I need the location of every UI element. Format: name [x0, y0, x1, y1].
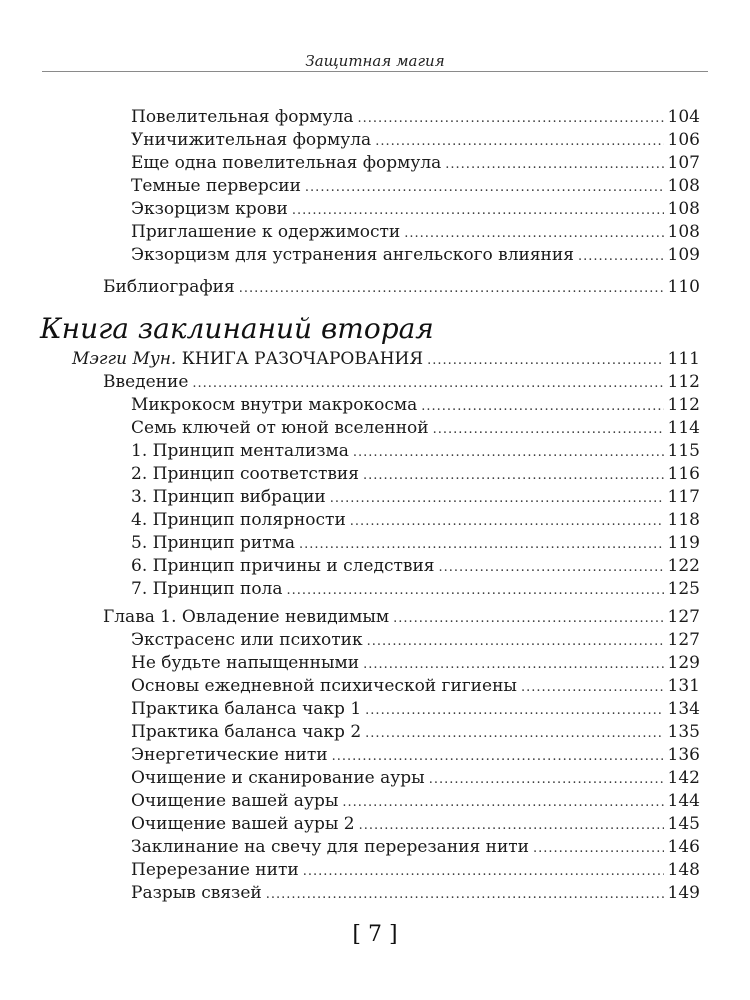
toc-entry-title: Повелительная формула	[131, 107, 354, 127]
toc-entry-page: 129	[667, 653, 700, 673]
dot-leader	[192, 373, 663, 395]
dot-leader	[332, 746, 664, 768]
toc-entry-page: 115	[667, 441, 700, 461]
toc-entry-page: 148	[667, 860, 700, 880]
toc-entry[interactable]	[131, 652, 700, 674]
toc-entry-title: Основы ежедневной психической гигиены	[131, 676, 517, 696]
toc-entry-page: 108	[667, 176, 700, 196]
toc-entry-page: 127	[667, 630, 700, 650]
toc-entry-title: Микрокосм внутри макрокосма	[131, 395, 418, 415]
toc-entry-page: 111	[667, 349, 700, 369]
toc-entry-page: 117	[667, 487, 700, 507]
toc-entry-page: 136	[667, 745, 700, 765]
toc-entry[interactable]	[131, 106, 700, 128]
toc-entry[interactable]	[131, 463, 700, 485]
toc-entry[interactable]	[131, 836, 700, 858]
toc-entry-title: Приглашение к одержимости	[131, 222, 401, 242]
toc-entry-title: Разрыв связей	[131, 883, 262, 903]
toc-entry[interactable]	[131, 578, 700, 600]
dot-leader	[421, 396, 663, 418]
dot-leader	[445, 154, 663, 176]
dot-leader	[365, 700, 663, 722]
toc-entry-page: 135	[667, 722, 700, 742]
section-heading: Книга заклинаний вторая	[40, 312, 434, 345]
toc-entry[interactable]	[103, 371, 700, 393]
dot-leader	[292, 200, 664, 222]
dot-leader	[427, 350, 663, 372]
toc-entry-title: Библиография	[103, 277, 235, 297]
toc-entry-page: 144	[667, 791, 700, 811]
toc-entry[interactable]	[103, 276, 700, 298]
toc-entry-page: 104	[667, 107, 700, 127]
toc-entry-title: Темные перверсии	[131, 176, 301, 196]
toc-entry-title: 7. Принцип пола	[131, 579, 283, 599]
page-number: [ 7 ]	[352, 922, 398, 947]
dot-leader	[363, 465, 664, 487]
dot-leader	[533, 838, 664, 860]
toc-entry[interactable]	[131, 198, 700, 220]
dot-leader	[266, 884, 664, 906]
toc-entry[interactable]	[131, 767, 700, 789]
toc-entry-title: Еще одна повелительная формула	[131, 153, 442, 173]
toc-entry-title: Введение	[103, 372, 189, 392]
toc-entry-title: 5. Принцип ритма	[131, 533, 295, 553]
toc-entry-page: 119	[667, 533, 700, 553]
toc-entry[interactable]	[131, 486, 700, 508]
dot-leader	[239, 278, 664, 300]
dot-leader	[393, 608, 663, 630]
toc-entry-title: Заклинание на свечу для перерезания нити	[131, 837, 530, 857]
toc-entry-title: Перерезание нити	[131, 860, 299, 880]
toc-entry-page: 146	[667, 837, 700, 857]
dot-leader	[353, 442, 664, 464]
toc-entry[interactable]	[131, 555, 700, 577]
dot-leader	[578, 246, 664, 268]
dot-leader	[359, 815, 664, 837]
header-rule	[42, 71, 708, 72]
toc-entry[interactable]	[131, 813, 700, 835]
toc-entry-title: Экзорцизм для устранения ангельского влияния	[131, 245, 574, 265]
dot-leader	[299, 534, 664, 556]
toc-entry-title: Глава 1. Овладение невидимым	[103, 607, 390, 627]
toc-entry[interactable]	[131, 882, 700, 904]
toc-entry-page: 109	[667, 245, 700, 265]
toc-entry-author: Мэгги Мун.	[72, 349, 177, 369]
toc-entry-title: Уничижительная формула	[131, 130, 372, 150]
toc-entry[interactable]	[131, 532, 700, 554]
toc-entry-page: 112	[667, 395, 700, 415]
toc-entry-page: 131	[667, 676, 700, 696]
toc-entry-title: 4. Принцип полярности	[131, 510, 346, 530]
toc-entry[interactable]	[131, 152, 700, 174]
toc-entry-title: Практика баланса чакр 1	[131, 699, 362, 719]
toc-entry-title: 6. Принцип причины и следствия	[131, 556, 435, 576]
toc-entry-title: Не будьте напыщенными	[131, 653, 360, 673]
dot-leader	[429, 769, 664, 791]
toc-entry-page: 118	[667, 510, 700, 530]
toc-entry-title: 3. Принцип вибрации	[131, 487, 326, 507]
toc-entry[interactable]	[131, 744, 700, 766]
toc-entry-page: 149	[667, 883, 700, 903]
dot-leader	[305, 177, 664, 199]
toc-entry-title: Экзорцизм крови	[131, 199, 288, 219]
toc-entry-title: Очищение и сканирование ауры	[131, 768, 425, 788]
toc-entry[interactable]	[131, 244, 700, 266]
toc-entry-title: Семь ключей от юной вселенной	[131, 418, 429, 438]
dot-leader	[358, 108, 664, 130]
toc-entry[interactable]	[131, 509, 700, 531]
dot-leader	[303, 861, 664, 883]
toc-entry-title: Очищение вашей ауры	[131, 791, 339, 811]
running-head: Защитная магия	[305, 52, 445, 70]
toc-entry-page: 125	[667, 579, 700, 599]
dot-leader	[375, 131, 663, 153]
dot-leader	[342, 792, 663, 814]
toc-entry[interactable]	[131, 721, 700, 743]
toc-entry[interactable]	[131, 175, 700, 197]
toc-entry[interactable]	[72, 348, 700, 370]
dot-leader	[433, 419, 664, 441]
toc-entry[interactable]	[131, 698, 700, 720]
toc-entry[interactable]	[131, 675, 700, 697]
toc-entry[interactable]	[131, 129, 700, 151]
toc-entry-page: 122	[667, 556, 700, 576]
toc-entry[interactable]	[131, 440, 700, 462]
toc-entry-page: 106	[667, 130, 700, 150]
toc-entry-page: 116	[667, 464, 700, 484]
dot-leader	[363, 654, 663, 676]
toc-entry-page: 142	[667, 768, 700, 788]
toc-entry-title: 2. Принцип соответствия	[131, 464, 359, 484]
toc-entry-page: 108	[667, 199, 700, 219]
toc-entry[interactable]	[131, 221, 700, 243]
toc-entry-title: Экстрасенс или психотик	[131, 630, 363, 650]
toc-entry[interactable]	[131, 394, 700, 416]
toc-entry[interactable]	[131, 790, 700, 812]
toc-entry-page: 112	[667, 372, 700, 392]
toc-entry-page: 114	[667, 418, 700, 438]
toc-entry-title: Энергетические нити	[131, 745, 328, 765]
dot-leader	[439, 557, 664, 579]
dot-leader	[365, 723, 663, 745]
toc-entry-title: Очищение вашей ауры 2	[131, 814, 355, 834]
dot-leader	[287, 580, 664, 602]
toc-entry-title: 1. Принцип ментализма	[131, 441, 349, 461]
dot-leader	[350, 511, 664, 533]
toc-entry-page: 107	[667, 153, 700, 173]
dot-leader	[367, 631, 664, 653]
toc-entry-page: 108	[667, 222, 700, 242]
toc-entry-page: 134	[667, 699, 700, 719]
toc-entry[interactable]	[131, 629, 700, 651]
toc-entry[interactable]	[103, 606, 700, 628]
toc-entry-page: 110	[667, 277, 700, 297]
dot-leader	[521, 677, 664, 699]
toc-entry-title: Практика баланса чакр 2	[131, 722, 362, 742]
toc-entry[interactable]	[131, 417, 700, 439]
toc-entry[interactable]	[131, 859, 700, 881]
dot-leader	[330, 488, 664, 510]
toc-entry-page: 145	[667, 814, 700, 834]
dot-leader	[404, 223, 663, 245]
toc-entry-title: Мэгги Мун. КНИГА РАЗОЧАРОВАНИЯ	[72, 349, 424, 369]
toc-entry-page: 127	[667, 607, 700, 627]
